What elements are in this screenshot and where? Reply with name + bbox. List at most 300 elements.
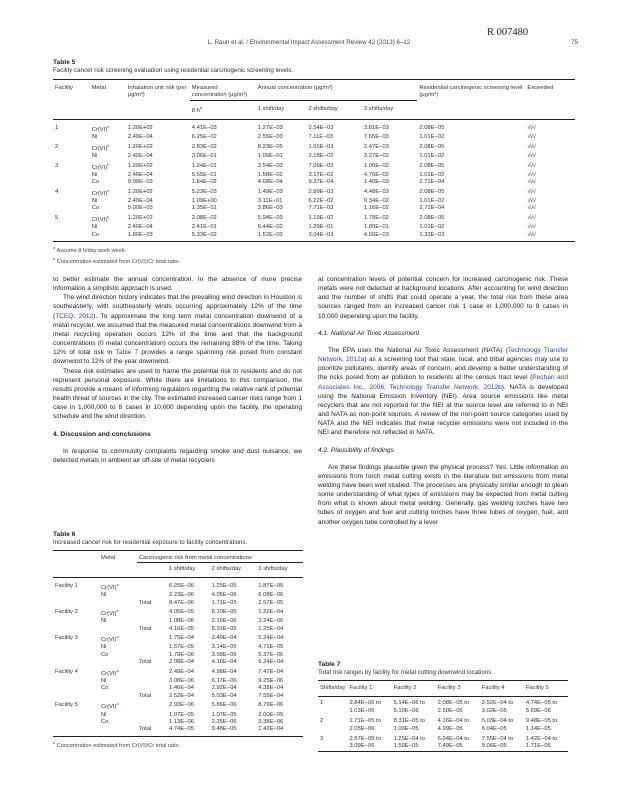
- t6-cell-3shift: 6.08E−06: [258, 592, 284, 599]
- t5-cell-measured: 2.41E−01: [191, 224, 217, 231]
- t5-cell-annual-2: 7.71E−03: [308, 205, 334, 212]
- t6-cell-2shift: 2.16E−06: [211, 618, 237, 625]
- t6-cell-total-label: Total: [139, 659, 152, 666]
- table-row: [53, 700, 303, 711]
- table-row: [53, 232, 575, 239]
- table-row: [53, 172, 575, 179]
- t5-cell-annual-2: 1.65E−03: [308, 143, 334, 150]
- table-row: [53, 726, 303, 733]
- t5-footnote-b: $^b$ Concentration estimated from Cr(VI)/Cr total ratio.: [53, 256, 181, 266]
- t6-cell-total-label: Total: [139, 692, 152, 699]
- t6-cell-1shift: 3.08E−06: [169, 677, 194, 684]
- t5-cell-annual-1: 1.58E−02: [257, 171, 283, 178]
- t6-cell-metal: Co: [101, 651, 109, 658]
- t6-cell-1shift: 8.47E−06: [169, 599, 194, 606]
- t6-footnote-a: $^a$ Concentration estimated from Cr(VI)/Cr total ratio.: [53, 739, 181, 749]
- t6-cell-2shift: 5.86E−06: [211, 702, 237, 709]
- t5-cell-metal: Cr(VI)$^b$: [91, 213, 110, 223]
- t6-subheader-1shift: 1 shift/day: [169, 566, 196, 573]
- t5-footnote-a: $^a$ Assume 8 h/day work week.: [53, 245, 127, 254]
- t5-cell-annual-1: 8.23E−05: [257, 143, 283, 150]
- t6-cell-2shift: 3.14E−05: [211, 644, 237, 651]
- t6-subheader-3shift: 3 shifts/day: [258, 566, 288, 573]
- t5-cell-exceeded: √√√: [527, 188, 536, 195]
- t5-cell-annual-2: 1.29E−01: [308, 224, 334, 231]
- t6-cell-1shift: 4.16E−05: [169, 625, 194, 632]
- t5-cell-iur: 2.40E−04: [127, 198, 153, 205]
- t5-cell-exceeded: √√√: [527, 125, 536, 132]
- t6-subheader-2shift: 2 shifts/day: [211, 566, 241, 573]
- t5-cell-facility: 1: [55, 125, 59, 132]
- t6-cell-1shift: 1.46E−04: [169, 685, 194, 692]
- t6-cell-total-label: [137, 592, 167, 599]
- t6-cell-3shift: 1.87E−05: [258, 582, 284, 589]
- t6-cell-2shift: 1.07E−05: [211, 711, 237, 718]
- t5-cell-exceeded: √√√: [527, 179, 536, 186]
- t6-cell-metal: Cr(VI)$^a$: [101, 667, 119, 677]
- t5-cell-rsl: 2.08E−05: [419, 188, 445, 195]
- table-6-footnotes: [53, 736, 303, 750]
- t7-cell-shifts: 1: [320, 700, 324, 707]
- t7-cell-range: 1.25E−04 to 1.50E−05: [393, 736, 425, 750]
- table-row: [53, 179, 575, 186]
- t6-cell-total-label: Total: [139, 599, 152, 606]
- left-paragraph-3: These risk estimates are used to frame the potential risk to residents and do not represent personal exposure. While there are limitations to this comparison, the results provide a means of informing regulators regarding the relative rank of potential health threat of sources in the city. The estimated increased cancer risks range from 1 case in 1,000,000 to 8 cases in 10,000 depending upon the facility, the operating schedule and the wind direction.: [53, 367, 302, 421]
- t7-cell-range: 5.03E−04 to 6.04E−05: [481, 718, 514, 732]
- right-column: [318, 275, 568, 527]
- t5-cell-annual-3: 4.48E−03: [363, 188, 389, 195]
- t6-cell-total-label: [137, 581, 167, 592]
- t6-cell-total-label: [137, 652, 167, 659]
- t6-cell-metal: Ni: [101, 592, 107, 599]
- t5-cell-rsl: 1.01E−02: [419, 171, 445, 178]
- t5-cell-annual-3: 2.47E−03: [363, 143, 389, 150]
- table-5-footnotes: [53, 241, 575, 267]
- t5-cell-annual-1: 1.27E−03: [257, 125, 283, 132]
- t7-cell-range: 2.57E−05 to 3.09E−06: [349, 736, 381, 750]
- t5-cell-iur: 1.20E+02: [127, 188, 153, 195]
- running-head: L. Raun et al. / Environmental Impact Assessment Review 42 (2013) 6–12: [207, 39, 411, 46]
- t5-cell-annual-3: 7.65E−03: [363, 134, 389, 141]
- table-row: [53, 592, 303, 599]
- t5-cell-annual-2: 3.04E−03: [308, 231, 334, 238]
- table-row: [53, 205, 575, 212]
- t6-cell-1shift: 2.52E−04: [169, 692, 194, 699]
- t5-cell-annual-2: 9.37E−04: [308, 179, 334, 186]
- t6-cell-3shift: 9.25E−06: [258, 677, 284, 684]
- t6-cell-metal: Ni: [101, 711, 107, 718]
- table-row: [53, 187, 575, 198]
- t6-cell-3shift: 7.55E−04: [258, 692, 284, 699]
- table-row: [318, 715, 568, 733]
- t6-cell-3shift: 1.22E−04: [258, 608, 284, 615]
- t6-cell-1shift: 1.79E−06: [169, 651, 194, 658]
- t5-cell-iur: 2.40E−04: [127, 171, 153, 178]
- t6-cell-2shift: 3.49E−04: [211, 635, 237, 642]
- t5-cell-exceeded: √√√: [527, 224, 536, 231]
- t6-cell-3shift: 8.79E−06: [258, 702, 284, 709]
- t5-cell-annual-1: 6.44E−02: [257, 224, 283, 231]
- t6-cell-metal: [99, 726, 137, 733]
- t5-subheader-8h: 8 $h^a$: [191, 104, 203, 114]
- t6-cell-facility: [53, 600, 99, 607]
- t7-header-facility-2: Facility 2: [393, 685, 417, 691]
- t6-cell-facility: [53, 659, 99, 666]
- t6-cell-3shift: 4.38E−04: [258, 685, 284, 692]
- t6-cell-metal: Ni: [101, 677, 107, 684]
- t5-cell-metal: Cr(VI)$^b$: [91, 142, 110, 152]
- t6-cell-facility: [53, 693, 99, 700]
- t5-cell-facility: 4: [55, 188, 59, 195]
- t6-cell-2shift: 9.48E−05: [211, 726, 237, 733]
- table-6-body: [53, 577, 303, 733]
- t6-cell-2shift: 1.25E−05: [211, 582, 237, 589]
- t6-cell-2shift: 8.31E−05: [211, 625, 237, 632]
- t5-cell-measured: 5.33E−02: [191, 231, 217, 238]
- t5-cell-exceeded: √√√: [527, 198, 536, 205]
- table-row: [53, 134, 575, 141]
- table-row: [53, 123, 575, 134]
- t6-cell-total-label: Total: [139, 726, 152, 733]
- table-row: [53, 607, 303, 618]
- t6-cell-metal: [99, 659, 137, 666]
- table-row: [53, 198, 575, 205]
- t6-cell-1shift: 2.93E−06: [169, 702, 194, 709]
- t5-header-rsl: Residential carcinogenic screening level (μg/m³): [419, 85, 523, 99]
- t6-cell-facility: [53, 592, 99, 599]
- t6-cell-1shift: 2.08E−04: [169, 659, 194, 666]
- t6-cell-3shift: 3.38E−06: [258, 718, 284, 725]
- t5-cell-annual-1: 3.86E−03: [257, 205, 283, 212]
- t5-cell-annual-1: 5.94E−03: [257, 214, 283, 221]
- citation-link-tceq[interactable]: TCEQ, 2012: [55, 312, 94, 320]
- t5-cell-iur: 2.40E−04: [127, 224, 153, 231]
- t6-cell-1shift: 2.23E−06: [169, 592, 194, 599]
- t5-cell-annual-1: 1.52E−03: [257, 231, 283, 238]
- table-row: [53, 712, 303, 719]
- t6-cell-3shift: 5.24E−04: [258, 635, 284, 642]
- t6-cell-2shift: 3.58E−06: [211, 651, 237, 658]
- table-6-title: Table 6: [53, 531, 76, 538]
- t5-cell-metal: Ni: [91, 171, 98, 178]
- t5-cell-metal: Ni: [91, 224, 98, 231]
- t5-cell-measured: 2.08E−02: [191, 214, 217, 221]
- t5-cell-facility: [53, 179, 90, 186]
- table-row: [318, 697, 568, 715]
- t5-cell-iur: 1.20E+02: [127, 214, 153, 221]
- t5-cell-metal: Co: [91, 179, 100, 186]
- t6-cell-facility: [53, 618, 99, 625]
- table-5: [53, 59, 575, 267]
- table-5-grid: [53, 79, 575, 239]
- t6-cell-metal: Co: [101, 718, 109, 725]
- t5-cell-iur: 2.40E−04: [127, 153, 153, 160]
- t5-cell-annual-3: 1.06E−02: [363, 162, 389, 169]
- t6-cell-2shift: 2.92E−04: [211, 685, 237, 692]
- t5-cell-metal: Ni: [91, 198, 98, 205]
- table-row: [53, 652, 303, 659]
- t7-cell-shifts: 2: [320, 718, 324, 725]
- table-5-caption: Facility cancer risk screening evaluation using residential carcinogenic screening levels.: [53, 67, 294, 74]
- t5-header-facility: Facility: [55, 85, 74, 91]
- t5-cell-rsl: 1.01E−02: [419, 224, 445, 231]
- t7-cell-range: 5.14E−06 to 5.10E−06: [393, 700, 425, 714]
- t5-cell-rsl: 1.01E−02: [419, 153, 445, 160]
- t5-cell-measured: 6.25E−02: [191, 134, 217, 141]
- t5-cell-exceeded: √√√: [527, 143, 536, 150]
- t6-cell-total-label: [137, 685, 167, 692]
- t6-cell-1shift: 6.25E−06: [169, 582, 194, 589]
- table-7: [318, 661, 568, 752]
- t5-subheader-1shift: 1 shift/day: [257, 105, 285, 112]
- t6-cell-total-label: [137, 678, 167, 685]
- table-row: [53, 719, 303, 726]
- t5-cell-annual-3: 1.16E−02: [363, 205, 389, 212]
- t6-cell-3shift: 1.25E−04: [258, 625, 284, 632]
- subsection-heading-plausibility: 4.2. Plausibility of findings: [318, 446, 394, 454]
- table-6-caption: Increased cancer risk for residential exposure to facility concentrations.: [53, 539, 248, 546]
- citation-link-ttn-2012a[interactable]: Technology Transfer Network, 2012a: [318, 346, 568, 364]
- t6-cell-facility: Facility 1: [55, 582, 78, 589]
- t5-subheader-2shift: 2 shifts/day: [308, 105, 338, 112]
- table-row: [53, 142, 575, 153]
- table-row: [53, 626, 303, 633]
- t6-cell-3shift: 6.24E−04: [258, 659, 284, 666]
- t5-cell-annual-2: 2.18E−02: [308, 153, 334, 160]
- t7-cell-range: 4.16E−04 to 4.99E−05: [437, 718, 470, 732]
- table-row: [53, 600, 303, 607]
- table-row: [53, 618, 303, 625]
- t5-cell-measured: 5.23E−03: [191, 188, 217, 195]
- table-row: [53, 213, 575, 224]
- t6-cell-2shift: 6.17E−06: [211, 677, 237, 684]
- t6-cell-facility: [53, 652, 99, 659]
- t5-cell-annual-3: 4.76E−02: [363, 171, 389, 178]
- t5-cell-measured: 3.06E−01: [191, 153, 217, 160]
- t6-cell-total-label: [137, 700, 167, 711]
- t5-cell-annual-2: 2.99E−03: [308, 188, 334, 195]
- t5-cell-annual-3: 4.56E−03: [363, 231, 389, 238]
- t5-cell-metal: Cr(VI)$^b$: [91, 161, 110, 171]
- t6-header-group: Carcinogenic risk from metal concentrations: [137, 551, 303, 563]
- table-row: [53, 633, 303, 644]
- t6-cell-metal: Ni: [101, 618, 107, 625]
- t7-cell-range: 7.55E−04 to 9.06E−05: [481, 736, 514, 750]
- t7-header-facility-3: Facility 3: [437, 685, 461, 691]
- t6-cell-3shift: 1.42E−04: [258, 726, 284, 733]
- table-row: [53, 678, 303, 685]
- t5-cell-iur: 1.20E+02: [127, 125, 153, 132]
- t6-cell-metal: Cr(VI)$^a$: [101, 581, 119, 591]
- t7-cell-range: 2.08E−05 to 2.50E−05: [437, 700, 470, 714]
- t6-cell-facility: [53, 712, 99, 719]
- t6-cell-2shift: 4.05E−06: [211, 592, 237, 599]
- t5-header-annual: Annual concentration (μg/m³): [256, 80, 418, 101]
- left-paragraph-4: In response to community complaints regarding smoke and dust nuisance, we detected metals in ambient air off-site of metal recyclers: [53, 447, 302, 464]
- right-paragraph-3: Are these findings plausible given the physical process? Yes. Little information on emissions from torch metal cutting exists in the literature but emissions from metal welding have been well studied. The processes are physically similar enough to glean some understanding of what types of emissions may be expected from metal cutting from what is known about metal welding. Generally, gas welding torches have two tubes of oxygen and fuel and cutting torches have three tubes of oxygen, fuel, and another oxygen tube controlled by a lever: [318, 463, 568, 526]
- table-row: [53, 667, 303, 678]
- t6-cell-total-label: [137, 719, 167, 726]
- table-row: [318, 733, 568, 751]
- t6-cell-metal: Cr(VI)$^a$: [101, 701, 119, 711]
- t6-cell-facility: [53, 626, 99, 633]
- t5-cell-annual-1: 1.09E−01: [257, 153, 283, 160]
- t6-cell-total-label: [137, 712, 167, 719]
- t6-cell-metal: Co: [101, 685, 109, 692]
- t5-cell-annual-1: 3.11E−01: [257, 198, 283, 205]
- t6-cell-2shift: 1.71E−05: [211, 599, 237, 606]
- t5-cell-measured: 4.41E−03: [191, 125, 217, 132]
- t7-cell-range: 1.71E−05 to 2.05E−06: [349, 718, 381, 732]
- table-7-caption: Total risk ranges by facility for metal cutting downwind locations.: [318, 669, 494, 676]
- t5-cell-iur: 1.20E+02: [127, 162, 153, 169]
- t6-cell-facility: [53, 719, 99, 726]
- t7-cell-range: 9.48E−05 to 1.14E−05: [525, 718, 558, 732]
- table-6-grid: [53, 550, 303, 734]
- t5-cell-metal: Co: [91, 231, 100, 238]
- t5-cell-metal: Cr(VI)$^b$: [91, 124, 110, 134]
- t5-cell-rsl: 1.33E−03: [419, 231, 445, 238]
- t7-header-shifts: Shifts/day: [320, 685, 346, 691]
- section-heading-discussion: 4. Discussion and conclusions: [53, 430, 151, 438]
- left-paragraph-2: The wind direction history indicates that the prevailing wind direction in Houston is southeasterly, with southeasterly winds occurring approximately 12% of the time (TCEQ, 2012). To approximate the long term metal concentration downwind of a metal recycler, we assumed that the measured metal concentrations downwind from a metal recycling operation occurs 12% of the time and that the background concentrations (0 metal concentration) occurs the remaining 88% of the time. Taking 12% of total risk in Table 7 provides a range spanning risk posed from constant downwind to 12% of the year downwind.: [53, 294, 302, 366]
- t5-cell-annual-3: 1.78E−02: [363, 214, 389, 221]
- t6-cell-facility: Facility 3: [55, 635, 78, 642]
- subsection-heading-nata: 4.1. National Air Toxic Assessment: [318, 329, 420, 337]
- table-row: [53, 644, 303, 651]
- t6-cell-total-label: [137, 633, 167, 644]
- t5-cell-measured: 1.35E−01: [191, 205, 217, 212]
- t6-cell-3shift: 4.71E−05: [258, 644, 284, 651]
- t5-cell-annual-3: 9.34E−02: [363, 198, 389, 205]
- t5-cell-rsl: 2.08E−05: [419, 162, 445, 169]
- table-7-grid: [318, 680, 568, 752]
- t5-cell-measured: 1.64E−02: [191, 179, 217, 186]
- t6-cell-1shift: 4.05E−05: [169, 608, 194, 615]
- t5-cell-rsl: 2.08E−05: [419, 143, 445, 150]
- t5-cell-iur: 9.00E−03: [127, 205, 153, 212]
- t5-cell-facility: 3: [55, 162, 59, 169]
- document-id: R 007480: [487, 27, 529, 38]
- t5-cell-annual-3: 3.27E−02: [363, 153, 389, 160]
- t5-header-iur: Inhalation unit risk (per μg/m³): [127, 85, 187, 99]
- t5-cell-measured: 1.24E−01: [191, 162, 217, 169]
- t7-header-facility-5: Facility 5: [525, 685, 549, 691]
- t6-cell-2shift: 8.10E−05: [211, 608, 237, 615]
- table-6: [53, 531, 303, 750]
- t6-header-metal: Metal: [101, 555, 116, 562]
- t5-cell-annual-2: 3.17E−02: [308, 171, 334, 178]
- t5-cell-rsl: 1.01E−02: [419, 134, 445, 141]
- t7-header-facility-4: Facility 4: [481, 685, 505, 691]
- t5-cell-annual-3: 1.40E−03: [363, 179, 389, 186]
- t5-cell-exceeded: √√√: [527, 205, 536, 212]
- citation-link-pechan-ttn[interactable]: Pechan and Associates Inc., 2006; Technology Transfer Network, 2012b: [318, 374, 568, 391]
- t5-cell-facility: [53, 232, 90, 239]
- t5-cell-measured: 2.83E−02: [191, 143, 217, 150]
- t6-cell-2shift: 4.98E−04: [211, 668, 237, 675]
- t6-cell-facility: [53, 644, 99, 651]
- t6-cell-facility: [53, 678, 99, 685]
- table-5-body: [53, 120, 575, 239]
- t6-cell-facility: Facility 5: [55, 702, 78, 709]
- t5-cell-facility: 5: [55, 214, 59, 221]
- t5-cell-metal: Ni: [91, 134, 98, 141]
- t5-cell-annual-3: 1.80E−01: [363, 224, 389, 231]
- t6-cell-metal: Ni: [101, 644, 107, 651]
- t6-cell-metal: [99, 600, 137, 607]
- table-row: [53, 659, 303, 666]
- t5-cell-rsl: 1.01E−02: [419, 198, 445, 205]
- table-row: [53, 685, 303, 692]
- t6-cell-1shift: 2.49E−04: [169, 668, 194, 675]
- t6-cell-total-label: Total: [139, 625, 152, 632]
- t5-cell-iur: 9.00E−03: [127, 179, 153, 186]
- t5-cell-exceeded: √√√: [527, 153, 536, 160]
- t6-cell-2shift: 2.25E−06: [211, 718, 237, 725]
- right-paragraph-2: The EPA uses the National Air Toxic Assessment (NATA) (Technology Transfer Network, 2012a) as a screening tool that state, local, and tribal agencies may use to prioritize pollutants, identify areas of concern, and develop a better understanding of the risks posed from air pollution to residents at the census tract level (Pechan and Associates Inc., 2006; Technology Transfer Network, 2012b). NATA is developed using the National Emission Inventory (NEI). Area source emissions like metal recyclers that are not reported for the NEI at the source level are referred to in NEI and NATA as non-point sources. A review of the non-point source categories used by NATA and the NEI indicates that metal recycler emissions were not included in the NEI and therefore not reflected in NATA.: [318, 346, 569, 437]
- t5-cell-metal: Co: [91, 205, 100, 212]
- table-row: [53, 161, 575, 172]
- t7-cell-range: 4.74E−05 to 5.69E−06: [525, 700, 558, 714]
- t7-header-facility-1: Facility 1: [349, 685, 373, 691]
- t5-cell-facility: [53, 153, 90, 160]
- left-column: [53, 275, 302, 465]
- t6-cell-facility: Facility 4: [55, 668, 78, 675]
- table-7-title: Table 7: [318, 661, 341, 668]
- t5-cell-rsl: 2.71E−04: [419, 205, 445, 212]
- t6-cell-1shift: 1.57E−05: [169, 644, 194, 651]
- t5-cell-iur: 1.80E−03: [127, 231, 153, 238]
- t6-cell-1shift: 1.13E−06: [169, 718, 194, 725]
- table-row: [53, 693, 303, 700]
- t6-cell-1shift: 1.75E−04: [169, 635, 194, 642]
- t6-cell-total-label: [137, 607, 167, 618]
- t5-cell-annual-2: 2.54E−03: [308, 125, 334, 132]
- t5-subheader-3shift: 3 shifts/day: [363, 105, 394, 112]
- t6-cell-3shift: 7.47E−04: [258, 668, 284, 675]
- t7-cell-shifts: 3: [320, 736, 324, 743]
- t6-cell-3shift: 3.24E−06: [258, 618, 284, 625]
- t5-header-measured: Measured concentration (μg/m³): [190, 80, 256, 101]
- t6-cell-metal: [99, 626, 137, 633]
- t5-cell-annual-2: 7.09E−03: [308, 162, 334, 169]
- t6-cell-1shift: 4.74E−05: [169, 726, 194, 733]
- t5-cell-facility: [53, 205, 90, 212]
- t6-cell-metal: Cr(VI)$^a$: [101, 607, 119, 617]
- page-number: 75: [571, 39, 578, 46]
- left-paragraph-1: to better estimate the annual concentration. In the absence of more precise information a simplistic approach is used.: [53, 276, 302, 293]
- t6-cell-3shift: 2.00E−05: [258, 711, 284, 718]
- t6-cell-metal: Cr(VI)$^a$: [101, 634, 119, 644]
- t5-cell-metal: Cr(VI)$^b$: [91, 187, 110, 197]
- t5-cell-exceeded: √√√: [527, 162, 536, 169]
- t5-cell-exceeded: √√√: [527, 214, 536, 221]
- t6-cell-3shift: 5.37E−06: [258, 651, 284, 658]
- table-7-link[interactable]: Table 7: [115, 349, 139, 357]
- t5-cell-iur: 1.20E+02: [127, 143, 153, 150]
- t5-cell-facility: [53, 172, 90, 179]
- table-row: [53, 153, 575, 160]
- table-5-title: Table 5: [53, 59, 76, 66]
- t6-cell-facility: Facility 2: [55, 608, 78, 615]
- t5-header-metal: Metal: [91, 85, 106, 91]
- t7-cell-range: 8.31E−05 to 1.00E−05: [393, 718, 425, 732]
- right-paragraph-1: at concentration levels of potential concern for increased carcinogenic risk. These metals were not detected at background locations. After accounting for wind direction and the number of shifts that could operate a year, the total risk from these area sources ranged from an increased cancer risk 1 case in 1,000,000 to 8 cases in 10,000 depending upon the facility.: [318, 276, 568, 320]
- t5-header-exceeded: Exceeded: [527, 85, 554, 91]
- t6-cell-3shift: 2.57E−05: [258, 599, 284, 606]
- t6-cell-facility: [53, 685, 99, 692]
